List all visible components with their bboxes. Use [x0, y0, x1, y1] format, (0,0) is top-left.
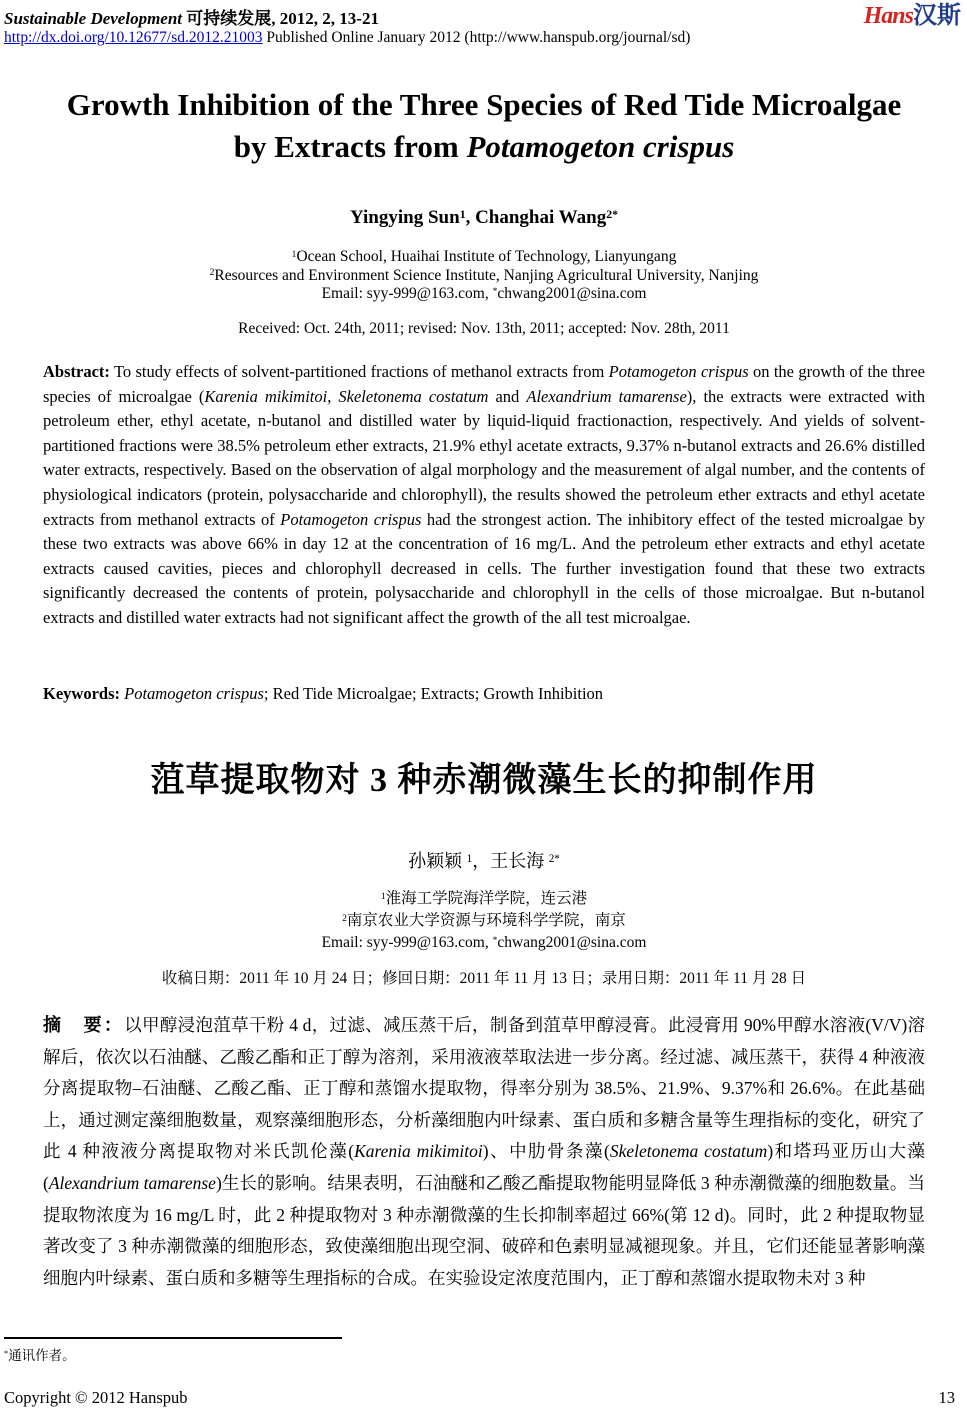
hanspub-logo — [864, 4, 961, 28]
copyright-text: Copyright © 2012 Hanspub — [4, 1388, 188, 1407]
corresponding-author-footnote: *通讯作者。 — [4, 1348, 76, 1363]
article-title-cn: 菹草提取物对 3 种赤潮微藻生长的抑制作用 — [150, 762, 818, 799]
affiliations-en — [43, 248, 925, 304]
journal-citation — [4, 4, 379, 29]
keywords-label: Keywords: — [43, 684, 120, 703]
hanspub-logo-cn: 汉斯 — [913, 3, 961, 29]
affiliation-line-cn: $^2$南京农业大学资源与环境科学学院，南京 — [342, 912, 626, 929]
page-footer — [4, 1388, 955, 1408]
affiliation-line: $^2$Resources and Environment Science Institute, Nanjing Agricultural University, Nanjing — [209, 266, 759, 284]
authors-en: Yingying Sun$^1$, Changhai Wang$^{2*}$ — [350, 207, 618, 228]
affiliation-line: $^1$Ocean School, Huaihai Institute of Technology, Lianyungang — [291, 248, 677, 265]
doi-line — [4, 29, 961, 47]
affiliations-cn — [43, 888, 925, 954]
article-title-text: Growth Inhibition of the Three Species of Red Tide Microalgae by Extracts from Potamogeton crispus — [66, 87, 902, 164]
affiliation-line-cn: $^1$淮海工学院海洋学院，连云港 — [380, 890, 588, 907]
published-online-text: Published Online January 2012 (http://www.hanspub.org/journal/sd) — [266, 29, 691, 46]
abstract-text: To study effects of solvent-partitioned fractions of methanol extracts from Potamogeton crispus on the growth of the three species of microalgae (Karenia mikimitoi, Skeletonema costatum and Alexandrium tamarense), the extracts were extracted with petroleum ether, ethyl acetate, n-butanol and distilled water by liquid-liquid fractionaction, respectively. And yields of solvent-partitioned fractions were 38.5% petroleum ether extracts, 21.9% ethyl acetate extracts, 9.37% n-butanol extracts and 26.6% distilled water extracts, respectively. Based on the observation of algal morphology and the measurement of algal number, and the contents of physiological indicators (protein, polysaccharide and chlorophyll), the results showed the petroleum ether extracts and ethyl acetate extracts from methanol extracts of Potamogeton crispus had the strongest action. The inhibitory effect of the tested microalgae by these two extracts was above 66% in day 12 at the concentration of 16 mg/L. And the petroleum ether extracts and ethyl acetate extracts caused cavities, pieces and chlorophyll decreased in cells. The further investigation found that these two extracts significantly decreased the contents of protein, polysaccharide and chlorophyll in the cells of those microalgae. But n-butanol extracts and distilled water extracts had not significant affect the growth of the all test microalgae. — [43, 362, 926, 627]
keywords-en — [43, 684, 925, 704]
hanspub-logo-latin: Hans — [863, 3, 913, 29]
authors-cn: 孙颖颖 $^1$，王长海 $^{2*}$ — [408, 851, 560, 871]
abstract-en — [43, 360, 925, 631]
received-dates-cn: 收稿日期：2011 年 10 月 24 日；修回日期：2011 年 11 月 13 日；录用日期：2011 年 11 月 28 日 — [161, 970, 807, 987]
page-number: 13 — [938, 1388, 955, 1407]
abstract-label-cn: 摘 要： — [43, 1015, 125, 1035]
article-title — [43, 84, 925, 168]
doi-link[interactable]: http://dx.doi.org/10.12677/sd.2012.21003 — [4, 29, 263, 46]
journal-name: Sustainable Development — [4, 9, 183, 28]
email-line: Email: syy-999@163.com, *chwang2001@sina.com — [321, 285, 647, 302]
received-dates-en: Received: Oct. 24th, 2011; revised: Nov. 13th, 2011; accepted: Nov. 28th, 2011 — [238, 320, 730, 337]
abstract-label: Abstract: — [43, 362, 110, 381]
email-line-cn: Email: syy-999@163.com, *chwang2001@sina.com — [321, 934, 647, 951]
abstract-cn — [43, 1010, 925, 1294]
page-header — [4, 4, 961, 29]
journal-meta: 可持续发展, 2012, 2, 13-21 — [182, 9, 379, 28]
keywords-text: Potamogeton crispus; Red Tide Microalgae; Extracts; Growth Inhibition — [124, 684, 604, 703]
abstract-text-cn: 以甲醇浸泡菹草干粉 4 d，过滤、减压蒸干后，制备到菹草甲醇浸膏。此浸膏用 90%甲醇水溶液(V/V)溶解后，依次以石油醚、乙酸乙酯和正丁醇为溶剂，采用液液萃取法进一步分离。经过滤、减压蒸干，获得 4 种液液分离提取物–石油醚、乙酸乙酯、正丁醇和蒸馏水提取物，得率分别为 38.5%、21.9%、9.37%和 26.6%。在此基础上，通过测定藻细胞数量，观察藻细胞形态，分析藻细胞内叶绿素、蛋白质和多糖含量等生理指标的变化，研究了此 4 种液液分离提取物对米氏凯伦藻(Karenia mikimitoi)、中肋骨条藻(Skeletonema costatum)和塔玛亚历山大藻(Alexandrium tamarense)生长的影响。结果表明，石油醚和乙酸乙酯提取物能明显降低 3 种赤潮微藻的细胞数量。当提取物浓度为 16 mg/L 时，此 2 种提取物对 3 种赤潮微藻的生长抑制率超过 66%(第 12 d)。同时，此 2 种提取物显著改变了 3 种赤潮微藻的细胞形态，致使藻细胞出现空洞、破碎和色素明显减褪现象。并且，它们还能显著影响藻细胞内叶绿素、蛋白质和多糖等生理指标的合成。在实验设定浓度范围内，正丁醇和蒸馏水提取物未对 3 种 — [43, 1015, 926, 1288]
footnote-divider — [4, 1337, 342, 1339]
